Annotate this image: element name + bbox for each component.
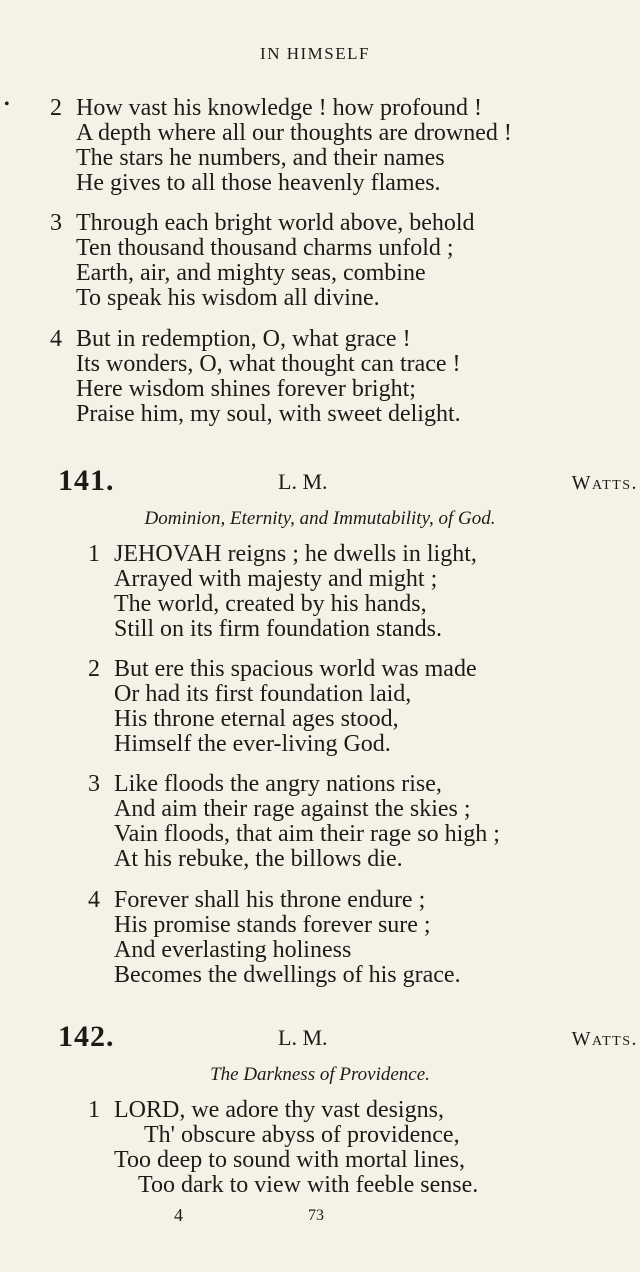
hymn-header-141 [58,464,638,498]
stanza-number: 1 [88,1097,100,1123]
verse-line: Here wisdom shines forever bright; [76,376,416,402]
hymn-author: Watts. [571,1028,638,1050]
stanza-number: 4 [88,887,100,913]
verse-line: The world, created by his hands, [114,591,427,617]
stanza-number: 3 [88,771,100,797]
stanza-prev-4 [50,327,461,427]
verse-line: Too dark to view with feeble sense. [138,1172,479,1198]
verse-line: Earth, air, and mighty seas, combine [76,260,426,286]
verse-line: Too deep to sound with mortal lines, [114,1147,465,1173]
stanza-prev-3 [50,211,475,311]
verse-line: How vast his knowledge ! how profound ! [76,95,482,121]
verse-line: At his rebuke, the billows die. [114,846,403,872]
stanza-number: 3 [50,210,62,236]
verse-line: Becomes the dwellings of his grace. [114,962,461,988]
stanza-141-2 [88,657,477,757]
verse-line: Still on its firm foundation stands. [114,616,442,642]
verse-line: Forever shall his throne endure ; [114,887,426,913]
hymn-author: Watts. [571,472,638,494]
verse-line: Or had its first foundation laid, [114,681,412,707]
verse-line: Himself the ever-living God. [114,731,391,757]
verse-line: Its wonders, O, what thought can trace ! [76,351,461,377]
hymn-meter: L. M. [278,1025,328,1050]
verse-line: A depth where all our thoughts are drowned ! [76,120,512,146]
running-head: IN HIMSELF [260,44,370,63]
verse-line: Vain floods, that aim their rage so high ; [114,821,500,847]
verse-line: Arrayed with majesty and might ; [114,566,438,592]
verse-line: Like floods the angry nations rise, [114,771,442,797]
verse-line: Through each bright world above, behold [76,210,475,236]
stanza-number: 4 [50,326,62,352]
verse-line: But in redemption, O, what grace ! [76,326,411,352]
stanza-141-3 [88,772,500,872]
hymn-number: 141. [58,464,115,497]
verse-line: But ere this spacious world was made [114,656,477,682]
stanza-141-1 [88,542,477,642]
verse-line: His promise stands forever sure ; [114,912,431,938]
hymn-subject: Dominion, Eternity, and Immutability, of God. [144,508,496,529]
stanza-number: 2 [50,95,62,121]
verse-line: And everlasting holiness [114,937,352,963]
hymn-subject: The Darkness of Providence. [210,1064,430,1085]
stanza-142-1 [88,1098,478,1198]
verse-line: JEHOVAH reigns ; he dwells in light, [114,541,477,567]
verse-line: And aim their rage against the skies ; [114,796,471,822]
signature-mark: 4 [174,1205,183,1225]
verse-line: Th' obscure abyss of providence, [144,1122,460,1148]
ink-speck: • [4,96,10,113]
verse-line: He gives to all those heavenly flames. [76,170,441,196]
stanza-number: 1 [88,541,100,567]
verse-line: Praise him, my soul, with sweet delight. [76,401,461,427]
page-number: 73 [308,1207,324,1224]
stanza-number: 2 [88,656,100,682]
verse-line: His throne eternal ages stood, [114,706,399,732]
verse-line: Ten thousand thousand charms unfold ; [76,235,454,261]
hymn-meter: L. M. [278,469,328,494]
verse-line: To speak his wisdom all divine. [76,285,380,311]
verse-line: The stars he numbers, and their names [76,145,445,171]
stanza-prev-2 [50,96,512,196]
stanza-141-4 [88,888,461,988]
verse-line: LORD, we adore thy vast designs, [114,1097,444,1123]
hymn-number: 142. [58,1020,115,1053]
hymn-header-142 [58,1020,638,1054]
